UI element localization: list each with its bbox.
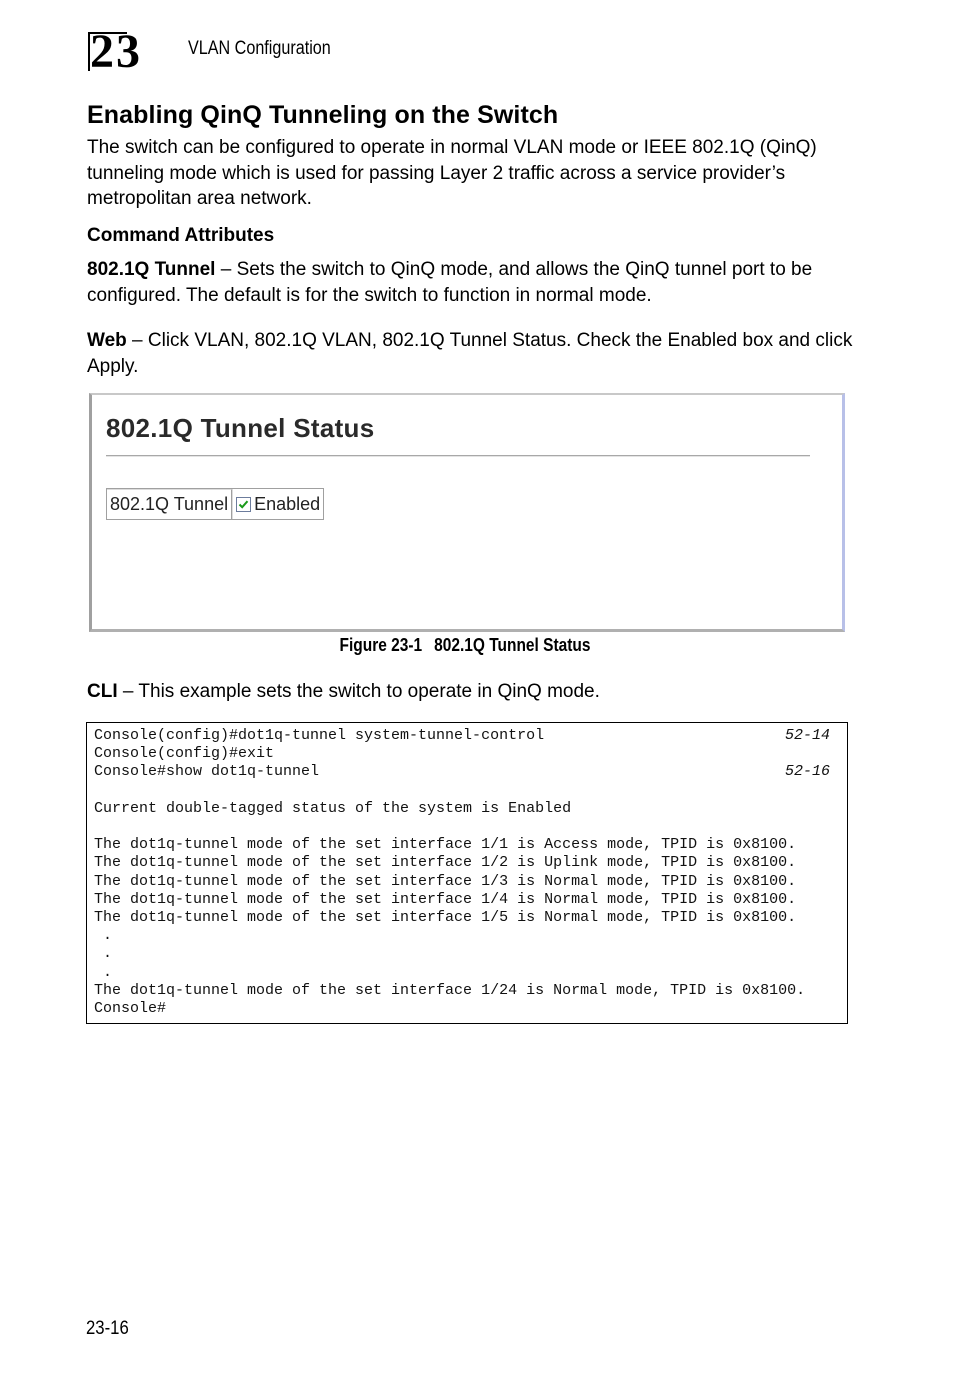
cli-line: Console# (94, 1000, 167, 1017)
cli-line: The dot1q-tunnel mode of the set interface 1/24 is Normal mode, TPID is 0x8100. (94, 981, 806, 999)
cli-line: Current double-tagged status of the system is Enabled (94, 799, 572, 817)
attributes-heading: Command Attributes (87, 225, 275, 246)
cli-line: The dot1q-tunnel mode of the set interface 1/1 is Access mode, TPID is 0x8100. (94, 836, 797, 854)
cli-line: The dot1q-tunnel mode of the set interface 1/2 is Uplink mode, TPID is 0x8100. (94, 854, 797, 872)
cli-line: . (94, 963, 113, 981)
web-text: – Click VLAN, 802.1Q VLAN, 802.1Q Tunnel Status. Check the Enabled box and click Apply. (87, 330, 853, 377)
chapter-number: 23 (90, 25, 142, 78)
enabled-checkbox-label: Enabled (254, 493, 321, 514)
figure-caption-number: Figure 23-1 (339, 635, 423, 655)
cli-line: . (94, 945, 113, 963)
cli-reference: 52-14 (784, 727, 830, 744)
figure-title-divider (106, 455, 810, 457)
cli-reference: 52-16 (784, 763, 830, 781)
attribute-term: 802.1Q Tunnel (87, 259, 216, 280)
figure-caption (65, 635, 865, 656)
cli-line: Console(config)#exit (94, 745, 275, 763)
page-number: 23-16 (86, 1318, 129, 1339)
attribute-paragraph (87, 257, 857, 308)
cli-example-box (86, 722, 848, 1024)
running-title: VLAN Configuration (188, 38, 331, 59)
cli-line: The dot1q-tunnel mode of the set interface 1/3 is Normal mode, TPID is 0x8100. (94, 872, 797, 890)
cli-line: Console#show dot1q-tunnel (94, 763, 320, 781)
cli-line: Console(config)#dot1q-tunnel system-tunnel-control (94, 727, 545, 744)
cli-line: . (94, 927, 113, 945)
intro-paragraph: The switch can be configured to operate in normal VLAN mode or IEEE 802.1Q (QinQ) tunneling mode which is used for passing Layer 2 traffic across a service provider’s metropolitan area network. (87, 137, 817, 209)
cli-intro-text: – This example sets the switch to operate in QinQ mode. (117, 681, 600, 702)
figure-caption-text: 802.1Q Tunnel Status (434, 635, 591, 655)
checkmark-icon (238, 499, 249, 510)
figure-page-title: 802.1Q Tunnel Status (106, 413, 375, 443)
cli-term: CLI (87, 681, 118, 702)
attribute-description: – Sets the switch to QinQ mode, and allows the QinQ tunnel port to be configured. The default is for the switch to function in normal mode. (87, 259, 813, 306)
cli-line: The dot1q-tunnel mode of the set interface 1/5 is Normal mode, TPID is 0x8100. (94, 909, 797, 926)
tunnel-status-screenshot (89, 393, 845, 632)
tunnel-setting-row (106, 488, 324, 520)
web-paragraph (87, 328, 857, 379)
cli-line: The dot1q-tunnel mode of the set interface 1/4 is Normal mode, TPID is 0x8100. (94, 890, 797, 908)
tunnel-enabled-cell[interactable] (232, 489, 323, 519)
enabled-checkbox[interactable] (236, 497, 251, 512)
web-term: Web (87, 330, 127, 351)
cli-intro-paragraph (87, 679, 857, 705)
tunnel-row-label: 802.1Q Tunnel (107, 489, 232, 519)
section-title: Enabling QinQ Tunneling on the Switch (87, 101, 559, 129)
